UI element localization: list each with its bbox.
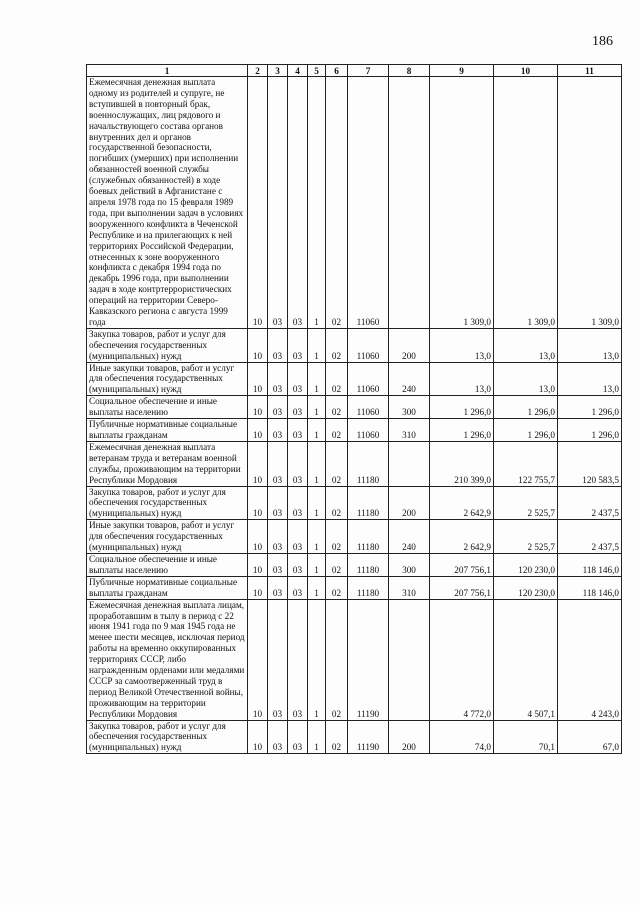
- header-cell: 11: [558, 65, 622, 77]
- subprogram-code: 1: [308, 396, 326, 419]
- amount-col-11: 4 243,0: [558, 599, 622, 720]
- program-code: 03: [288, 576, 308, 599]
- expense-type-code: 200: [389, 486, 430, 520]
- section-code: 10: [248, 362, 268, 396]
- table-row: [87, 328, 622, 362]
- activity-code: 02: [326, 362, 348, 396]
- amount-col-11: 1 296,0: [558, 419, 622, 442]
- program-code: 03: [288, 599, 308, 720]
- row-name: Ежемесячная денежная выплата ветеранам труда и ветеранам военной службы, проживающим на территории Республики Мордовия: [87, 441, 248, 486]
- subprogram-code: 1: [308, 362, 326, 396]
- subprogram-code: 1: [308, 441, 326, 486]
- section-code: 10: [248, 328, 268, 362]
- table-row: [87, 520, 622, 554]
- expense-type-code: 300: [389, 396, 430, 419]
- row-name: Закупка товаров, работ и услуг для обеспечения государственных (муниципальных) нужд: [87, 486, 248, 520]
- header-cell: 4: [288, 65, 308, 77]
- program-code: 03: [288, 441, 308, 486]
- direction-code: 11180: [348, 520, 389, 554]
- subsection-code: 03: [268, 441, 288, 486]
- table-row: [87, 362, 622, 396]
- amount-col-9: 1 296,0: [430, 396, 494, 419]
- direction-code: 11180: [348, 576, 389, 599]
- amount-col-9: 13,0: [430, 362, 494, 396]
- amount-col-9: 210 399,0: [430, 441, 494, 486]
- header-cell: 1: [87, 65, 248, 77]
- activity-code: 02: [326, 599, 348, 720]
- expense-type-code: 200: [389, 720, 430, 754]
- header-cell: 3: [268, 65, 288, 77]
- row-name: Ежемесячная денежная выплата лицам, проработавшим в тылу в период с 22 июня 1941 года по 9 мая 1945 года не менее шести месяцев, исключая период работы на временно оккупированных территориях СССР, либо награжденным орденами или медалями СССР за самоотверженный труд в период Великой Отечественной войны, проживающим на территории Республики Мордовия: [87, 599, 248, 720]
- subsection-code: 03: [268, 720, 288, 754]
- section-code: 10: [248, 396, 268, 419]
- subprogram-code: 1: [308, 486, 326, 520]
- subsection-code: 03: [268, 77, 288, 329]
- subsection-code: 03: [268, 362, 288, 396]
- subsection-code: 03: [268, 328, 288, 362]
- section-code: 10: [248, 419, 268, 442]
- subprogram-code: 1: [308, 576, 326, 599]
- program-code: 03: [288, 396, 308, 419]
- expense-type-code: 200: [389, 328, 430, 362]
- subprogram-code: 1: [308, 553, 326, 576]
- header-cell: 9: [430, 65, 494, 77]
- direction-code: 11060: [348, 396, 389, 419]
- page-number: 186: [592, 34, 613, 49]
- subprogram-code: 1: [308, 328, 326, 362]
- table-row: [87, 720, 622, 754]
- amount-col-10: 13,0: [494, 328, 558, 362]
- amount-col-10: 1 296,0: [494, 396, 558, 419]
- direction-code: 11060: [348, 77, 389, 329]
- amount-col-10: 70,1: [494, 720, 558, 754]
- amount-col-11: 2 437,5: [558, 520, 622, 554]
- section-code: 10: [248, 441, 268, 486]
- row-name: Иные закупки товаров, работ и услуг для обеспечения государственных (муниципальных) нужд: [87, 362, 248, 396]
- table-row: [87, 486, 622, 520]
- amount-col-9: 2 642,9: [430, 520, 494, 554]
- table-row: [87, 396, 622, 419]
- direction-code: 11060: [348, 328, 389, 362]
- row-name: Социальное обеспечение и иные выплаты населению: [87, 553, 248, 576]
- expense-type-code: [389, 441, 430, 486]
- expense-type-code: 310: [389, 576, 430, 599]
- section-code: 10: [248, 576, 268, 599]
- section-code: 10: [248, 77, 268, 329]
- activity-code: 02: [326, 520, 348, 554]
- amount-col-10: 120 230,0: [494, 553, 558, 576]
- activity-code: 02: [326, 441, 348, 486]
- program-code: 03: [288, 77, 308, 329]
- row-name: Иные закупки товаров, работ и услуг для обеспечения государственных (муниципальных) нужд: [87, 520, 248, 554]
- amount-col-9: 1 309,0: [430, 77, 494, 329]
- activity-code: 02: [326, 77, 348, 329]
- amount-col-11: 2 437,5: [558, 486, 622, 520]
- row-name: Закупка товаров, работ и услуг для обеспечения государственных (муниципальных) нужд: [87, 328, 248, 362]
- amount-col-10: 2 525,7: [494, 520, 558, 554]
- activity-code: 02: [326, 328, 348, 362]
- table-row: [87, 599, 622, 720]
- activity-code: 02: [326, 486, 348, 520]
- section-code: 10: [248, 720, 268, 754]
- row-name: Ежемесячная денежная выплата одному из родителей и супруге, не вступившей в повторный брак, военнослужащих, лиц рядового и начальствующего состава органов внутренних дел и органов государственной безопасности, погибших (умерших) при исполнении обязанностей военной службы (служебных обязанностей) в ходе боевых действий в Афганистане с апреля 1978 года по 15 февраля 1989 года, при выполнении задач в условиях вооруженного конфликта в Чеченской Республике и на прилегающих к ней территориях Российской Федерации, отнесенных к зоне вооруженного конфликта с декабря 1994 года по декабрь 1996 года, при выполнении задач в ходе контртеррористических операций на территории Северо-Кавказского региона с августа 1999 года: [87, 77, 248, 329]
- header-cell: 5: [308, 65, 326, 77]
- amount-col-11: 118 146,0: [558, 553, 622, 576]
- activity-code: 02: [326, 419, 348, 442]
- amount-col-11: 13,0: [558, 362, 622, 396]
- row-name: Публичные нормативные социальные выплаты гражданам: [87, 419, 248, 442]
- amount-col-10: 13,0: [494, 362, 558, 396]
- amount-col-9: 4 772,0: [430, 599, 494, 720]
- amount-col-11: 13,0: [558, 328, 622, 362]
- program-code: 03: [288, 328, 308, 362]
- program-code: 03: [288, 520, 308, 554]
- table-body: [87, 77, 622, 754]
- program-code: 03: [288, 486, 308, 520]
- subsection-code: 03: [268, 599, 288, 720]
- table-row: [87, 419, 622, 442]
- header-cell: 10: [494, 65, 558, 77]
- amount-col-9: 2 642,9: [430, 486, 494, 520]
- table-row: [87, 553, 622, 576]
- program-code: 03: [288, 720, 308, 754]
- subprogram-code: 1: [308, 77, 326, 329]
- expense-type-code: 240: [389, 520, 430, 554]
- row-name: Публичные нормативные социальные выплаты гражданам: [87, 576, 248, 599]
- amount-col-11: 1 296,0: [558, 396, 622, 419]
- amount-col-9: 207 756,1: [430, 553, 494, 576]
- budget-table: [86, 64, 622, 754]
- amount-col-10: 1 309,0: [494, 77, 558, 329]
- section-code: 10: [248, 520, 268, 554]
- direction-code: 11060: [348, 362, 389, 396]
- section-code: 10: [248, 486, 268, 520]
- table-row: [87, 77, 622, 329]
- amount-col-10: 2 525,7: [494, 486, 558, 520]
- table-header: [87, 65, 622, 77]
- subsection-code: 03: [268, 576, 288, 599]
- subsection-code: 03: [268, 396, 288, 419]
- header-cell: 8: [389, 65, 430, 77]
- expense-type-code: 240: [389, 362, 430, 396]
- program-code: 03: [288, 362, 308, 396]
- amount-col-11: 67,0: [558, 720, 622, 754]
- program-code: 03: [288, 553, 308, 576]
- direction-code: 11190: [348, 599, 389, 720]
- header-row: [87, 65, 622, 77]
- amount-col-11: 118 146,0: [558, 576, 622, 599]
- subprogram-code: 1: [308, 599, 326, 720]
- activity-code: 02: [326, 576, 348, 599]
- amount-col-9: 1 296,0: [430, 419, 494, 442]
- amount-col-9: 207 756,1: [430, 576, 494, 599]
- amount-col-11: 120 583,5: [558, 441, 622, 486]
- amount-col-9: 74,0: [430, 720, 494, 754]
- subprogram-code: 1: [308, 520, 326, 554]
- subprogram-code: 1: [308, 419, 326, 442]
- direction-code: 11180: [348, 486, 389, 520]
- header-cell: 2: [248, 65, 268, 77]
- direction-code: 11060: [348, 419, 389, 442]
- amount-col-11: 1 309,0: [558, 77, 622, 329]
- amount-col-10: 1 296,0: [494, 419, 558, 442]
- row-name: Социальное обеспечение и иные выплаты населению: [87, 396, 248, 419]
- table-row: [87, 441, 622, 486]
- table-row: [87, 576, 622, 599]
- expense-type-code: 310: [389, 419, 430, 442]
- program-code: 03: [288, 419, 308, 442]
- section-code: 10: [248, 599, 268, 720]
- direction-code: 11190: [348, 720, 389, 754]
- activity-code: 02: [326, 720, 348, 754]
- row-name: Закупка товаров, работ и услуг для обеспечения государственных (муниципальных) нужд: [87, 720, 248, 754]
- subprogram-code: 1: [308, 720, 326, 754]
- amount-col-10: 4 507,1: [494, 599, 558, 720]
- amount-col-10: 122 755,7: [494, 441, 558, 486]
- activity-code: 02: [326, 396, 348, 419]
- activity-code: 02: [326, 553, 348, 576]
- subsection-code: 03: [268, 419, 288, 442]
- expense-type-code: 300: [389, 553, 430, 576]
- subsection-code: 03: [268, 486, 288, 520]
- amount-col-10: 120 230,0: [494, 576, 558, 599]
- header-cell: 7: [348, 65, 389, 77]
- header-cell: 6: [326, 65, 348, 77]
- subsection-code: 03: [268, 520, 288, 554]
- expense-type-code: [389, 599, 430, 720]
- direction-code: 11180: [348, 441, 389, 486]
- section-code: 10: [248, 553, 268, 576]
- amount-col-9: 13,0: [430, 328, 494, 362]
- subsection-code: 03: [268, 553, 288, 576]
- expense-type-code: [389, 77, 430, 329]
- direction-code: 11180: [348, 553, 389, 576]
